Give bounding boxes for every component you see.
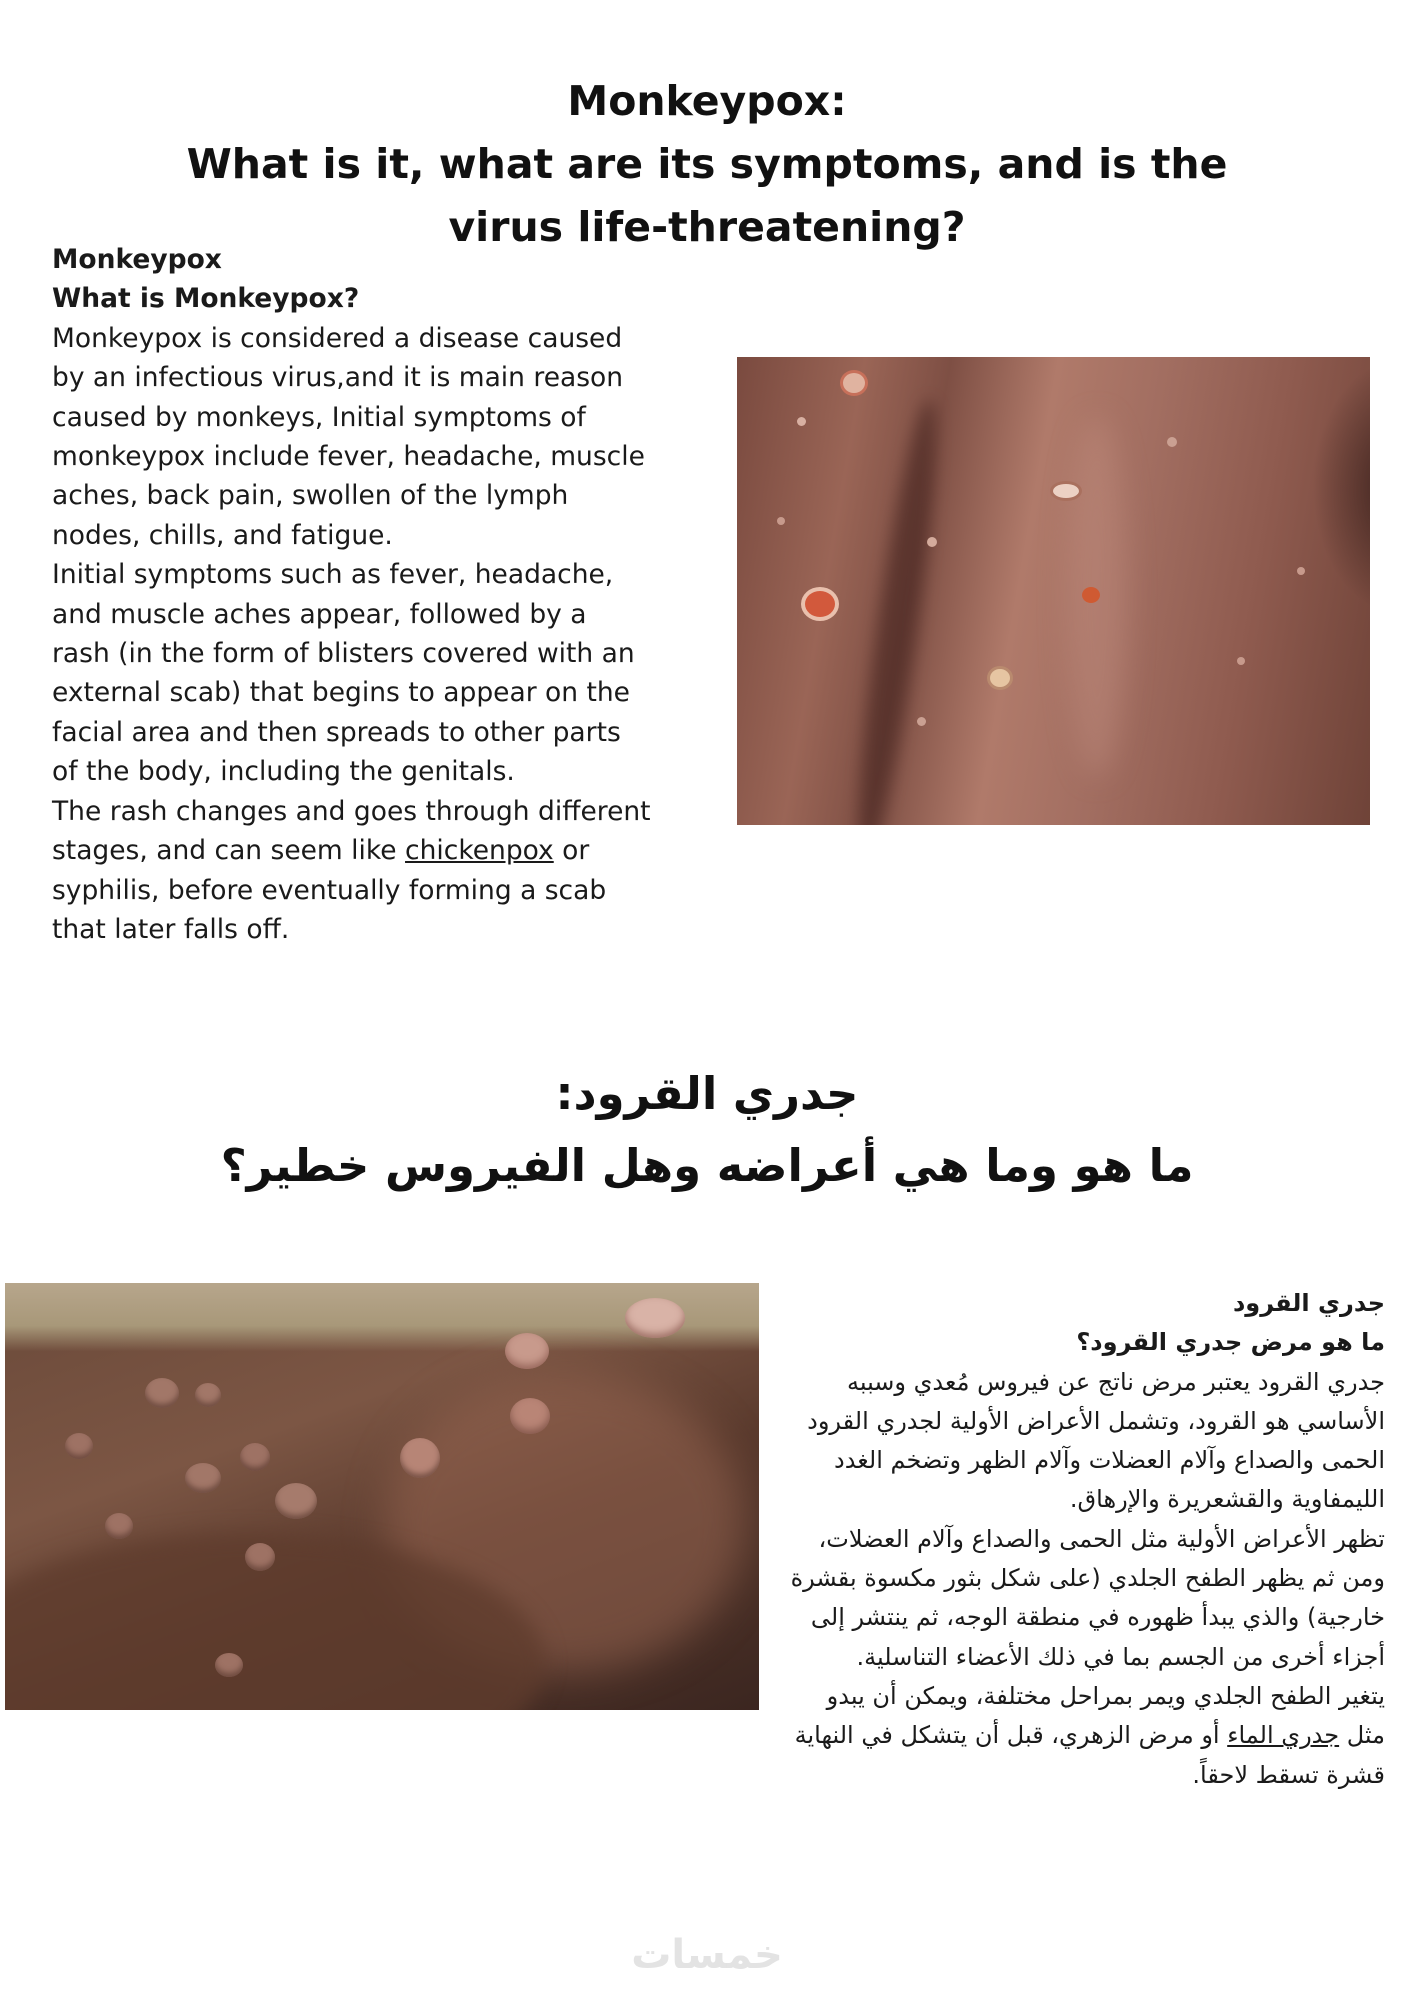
arabic-title-line: ما هو وما هي أعراضه وهل الفيروس خطير؟ <box>220 1139 1194 1192</box>
english-title-line: virus life-threatening? <box>448 203 966 251</box>
chickenpox-link[interactable]: chickenpox <box>405 835 554 867</box>
english-paragraph-2: Initial symptoms such as fever, headache, and muscle aches appear, followed by a rash (in the form of blisters covered with an external scab) that begins to appear on the facial area and then spreads to other parts of the body, including the genitals. <box>52 559 635 788</box>
english-subheading: What is Monkeypox? <box>52 283 360 315</box>
arabic-title <box>150 1058 1264 1202</box>
english-paragraph-3-text: or syphilis, before eventually forming a scab that later falls off. <box>52 835 607 945</box>
arabic-paragraph-2: تظهر الأعراض الأولية مثل الحمى والصداع وآلام العضلات، ومن ثم يظهر الطفح الجلدي (على شكل بثور مكسوة بقشرة خارجية) والذي يبدأ ظهوره في منطقة الوجه، ثم ينتشر إلى أجزاء أخرى من الجسم بما في ذلك الأعضاء التناسلية. <box>790 1524 1385 1671</box>
arabic-paragraph-3 <box>782 1677 1385 1795</box>
chickenpox-link-arabic[interactable]: جدري الماء <box>1227 1721 1340 1750</box>
english-paragraph-1: Monkeypox is considered a disease caused by an infectious virus,and it is main reason caused by monkeys, Initial symptoms of monkeypox include fever, headache, muscle aches, back pain, swollen of the lymph nodes, chills, and fatigue. <box>52 322 645 551</box>
english-title-line: What is it, what are its symptoms, and is the <box>186 140 1228 188</box>
english-title <box>150 70 1264 259</box>
khamsat-watermark: خمسات <box>631 1932 783 1978</box>
arabic-article <box>782 1284 1385 1795</box>
arabic-paragraph-3-text: أو مرض الزهري، قبل أن يتشكل في النهاية قشرة تسقط لاحقاً. <box>794 1721 1385 1789</box>
monkeypox-skin-rash-photo <box>737 357 1370 825</box>
english-paragraph-3-text: The rash changes and goes through different stages, and can seem like <box>52 795 651 867</box>
english-heading: Monkeypox <box>52 244 222 275</box>
arabic-subheading: ما هو مرض جدري القرود؟ <box>1076 1328 1385 1357</box>
arabic-paragraph-1: جدري القرود يعتبر مرض ناتج عن فيروس مُعدي وسببه الأساسي هو القرود، وتشمل الأعراض الأولية لجدري القرود الحمى والصداع وآلام العضلات وآلام الظهر وتضخم الغدد الليمفاوية والقشعريرة والإرهاق. <box>807 1367 1385 1514</box>
arabic-heading: جدري القرود <box>1232 1289 1385 1317</box>
english-title-line: Monkeypox: <box>567 77 847 125</box>
arabic-title-line: جدري القرود: <box>555 1067 859 1120</box>
arabic-paragraph-3-text: يتغير الطفح الجلدي ويمر بمراحل مختلفة، ويمكن أن يبدو مثل <box>826 1681 1385 1750</box>
monkeypox-hand-lesions-photo <box>5 1283 759 1710</box>
english-paragraph-3 <box>52 792 652 950</box>
english-article <box>52 240 652 949</box>
